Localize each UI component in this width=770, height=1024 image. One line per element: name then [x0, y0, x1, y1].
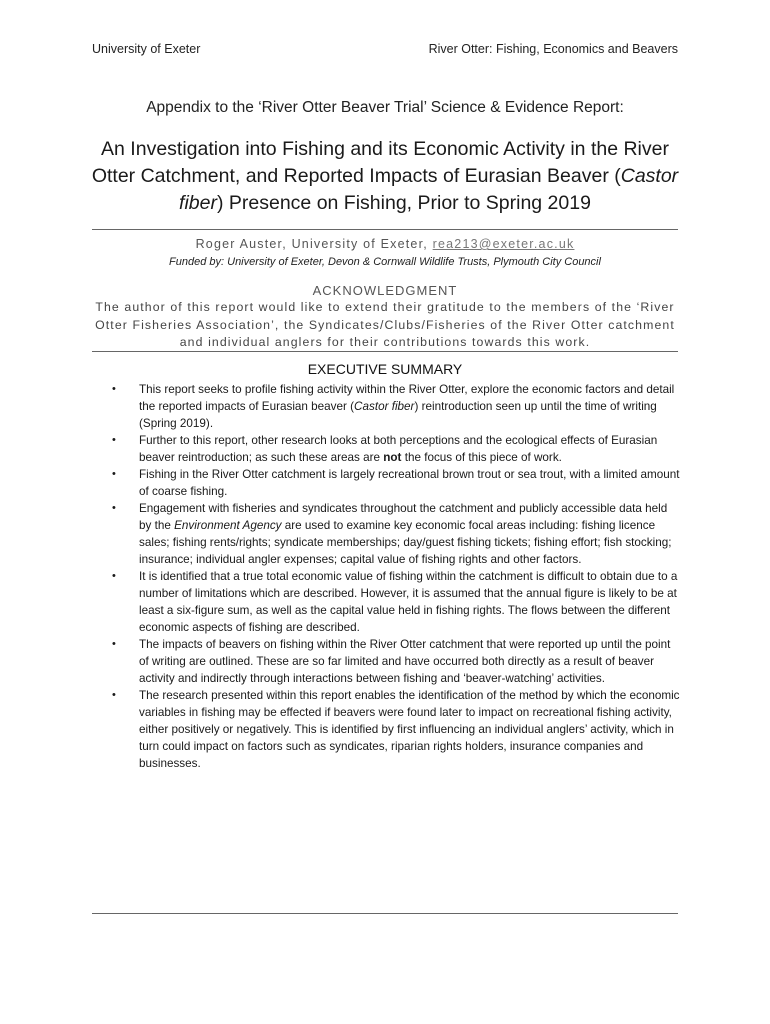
- author-name: Roger Auster, University of Exeter,: [195, 237, 428, 251]
- acknowledgment-text: The author of this report would like to extend their gratitude to the members of the ‘River Otter Fisheries Association’, the Syndicates/Clubs/Fisheries of the River Otter catchment and individual anglers for their contributions towards this work.: [95, 300, 675, 349]
- bullet-icon: •: [112, 434, 116, 446]
- list-item: • The impacts of beavers on fishing within the River Otter catchment that were reported up until the point of writing are outlined. These are so far limited and have occurred both directly as a result of beaver activity and indirectly through interactions between fishing and ‘beaver-watching’ activities.: [112, 638, 671, 685]
- title-text-1: An Investigation into Fishing and its Economic Activity in the River Otter Catchment, and Reported Impacts of Eurasian Beaver (: [91, 138, 669, 187]
- list-item: • This report seeks to profile fishing activity within the River Otter, explore the economic factors and detail the reported impacts of Eurasian beaver (Castor fiber) reintroduction seen up until the time of writing (Spring 2019).: [112, 383, 675, 430]
- report-title: [80, 136, 690, 217]
- list-item: • Further to this report, other research looks at both perceptions and the ecological effects of Eurasian beaver reintroduction; as such these areas are not the focus of this piece of work.: [112, 434, 658, 464]
- bullet-icon: •: [112, 689, 116, 701]
- title-text-2: ) Presence on Fishing, Prior to Spring 2019: [216, 192, 591, 214]
- divider-middle: [92, 351, 678, 352]
- bullet-icon: •: [112, 638, 116, 650]
- list-item: • The research presented within this report enables the identification of the method by which the economic variables in fishing may be effected if beavers were found later to impact on recreational fishing activity, either positively or negatively. This is identified by first influencing an individual anglers’ activity, which in turn could impact on factors such as syndicates, riparian rights holders, insurance companies and businesses.: [112, 689, 680, 770]
- report-subtitle: Appendix to the ‘River Otter Beaver Trial’ Science & Evidence Report:: [146, 99, 624, 116]
- bullet-icon: •: [112, 502, 116, 514]
- running-header-right: River Otter: Fishing, Economics and Beavers: [428, 42, 678, 56]
- divider-bottom: [92, 913, 678, 914]
- title-species-italic: Castor fiber: [179, 165, 679, 214]
- author-line: [0, 237, 770, 251]
- bullet-icon: •: [112, 570, 116, 582]
- running-header-left: University of Exeter: [92, 42, 201, 56]
- bullet-icon: •: [112, 383, 116, 395]
- author-email-link[interactable]: rea213@exeter.ac.uk: [432, 237, 575, 251]
- list-item: • Fishing in the River Otter catchment is largely recreational brown trout or sea trout, with a limited amount of coarse fishing.: [112, 468, 680, 498]
- executive-summary-heading: EXECUTIVE SUMMARY: [307, 361, 463, 377]
- executive-summary-list: [112, 381, 682, 772]
- bullet-icon: •: [112, 468, 116, 480]
- acknowledgment-heading: ACKNOWLEDGMENT: [312, 283, 458, 298]
- divider-top: [92, 229, 678, 230]
- list-item: • It is identified that a true total economic value of fishing within the catchment is difficult to obtain due to a number of limitations which are described. However, it is assumed that the annual figure is likely to be at least a six-figure sum, as well as the capital value held in fishing rights. The flows between the different economic aspects of fishing are described.: [112, 570, 678, 634]
- list-item: • Engagement with fisheries and syndicates throughout the catchment and publicly accessible data held by the Environment Agency are used to examine key economic focal areas including: fishing licence sales; fishing rents/rights; syndicate memberships; day/guest fishing tickets; fishing effort; fish stocking; insurance; individual angler expenses; capital value of fishing rights and other factors.: [112, 502, 672, 566]
- funding-statement: Funded by: University of Exeter, Devon & Cornwall Wildlife Trusts, Plymouth City Council: [169, 256, 601, 268]
